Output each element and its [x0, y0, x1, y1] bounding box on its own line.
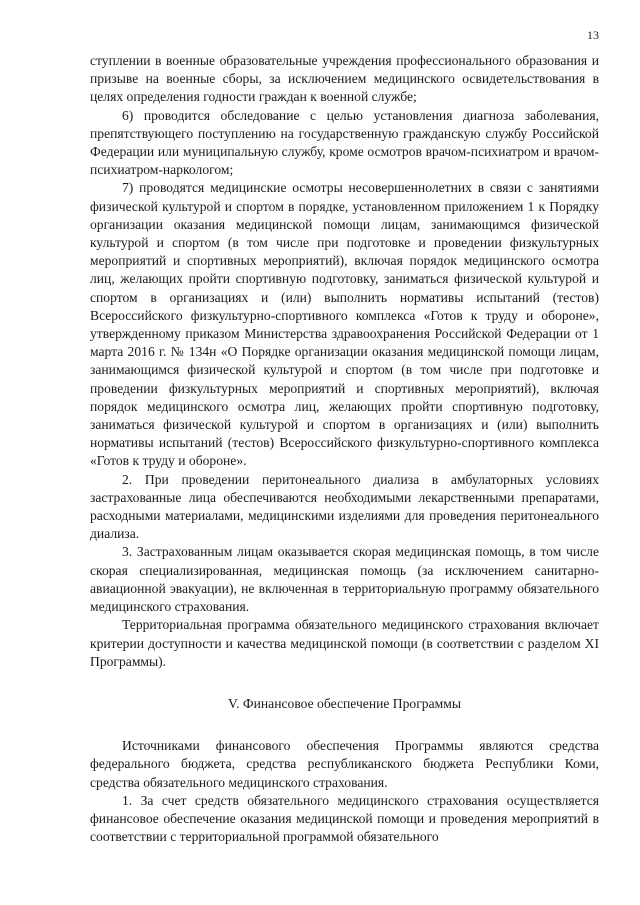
- paragraph-clause-3: 3. Застрахованным лицам оказывается скорая медицинская помощь, в том числе скорая специализированная, медицинская помощь (за исключением санитарно-авиационной эвакуации), не включенная в территориальную программу обязательного медицинского страхования.: [90, 544, 599, 615]
- paragraph-criteria: Территориальная программа обязательного медицинского страхования включает критерии доступности и качества медицинской помощи (в соответствии с разделом XI Программы).: [90, 617, 599, 669]
- paragraph-item-7: 7) проводятся медицинские осмотры несовершеннолетних в связи с занятиями физической культурой и спортом в порядке, установленном приложением 1 к Порядку организации оказания медицинской помощи лицам, занимающимся физической культурой и спортом (в том числе при подготовке и проведении физкультурных мероприятий и спортивных мероприятий), включая порядок медицинского осмотра лиц, желающих пройти спортивную подготовку, заниматься физической культурой и спортом в организациях и (или) выполнить нормативы испытаний (тестов) Всероссийского физкультурно-спортивного комплекса «Готов к труду и обороне», утвержденному приказом Министерства здравоохранения Российской Федерации от 1 марта 2016 г. № 134н «О Порядке организации оказания медицинской помощи лицам, занимающимся физической культурой и спортом (в том числе при подготовке и проведении физкультурных мероприятий и спортивных мероприятий), включая порядок медицинского осмотра лиц, желающих пройти спортивную подготовку, заниматься физической культурой и спортом в организациях и (или) выполнить нормативы испытаний (тестов) Всероссийского физкультурно-спортивного комплекса «Готов к труду и обороне».: [90, 180, 599, 469]
- paragraph-clause-2: 2. При проведении перитонеального диализа в амбулаторных условиях застрахованные лица обеспечиваются необходимыми лекарственными препаратами, расходными материалами, медицинскими изделиями для проведения перитонеального диализа.: [90, 471, 599, 542]
- paragraph-funding-sources: Источниками финансового обеспечения Программы являются средства федерального бюджета, средства республиканского бюджета Республики Коми, средства обязательного медицинского страхования.: [90, 738, 599, 790]
- document-body: [90, 52, 599, 846]
- paragraph-item-6: 6) проводится обследование с целью установления диагноза заболевания, препятствующего поступлению на государственную гражданскую службу Российской Федерации или муниципальную службу, кроме осмотров врачом-психиатром и врачом-психиатром-наркологом;: [90, 107, 599, 178]
- page-number: 13: [587, 28, 599, 42]
- paragraph-clause-1: 1. За счет средств обязательного медицинского страхования осуществляется финансовое обеспечение оказания медицинской помощи и проведения мероприятий в соответствии с территориальной программой обязательного: [90, 792, 599, 845]
- paragraph-continuation: ступлении в военные образовательные учреждения профессионального образования и призыве на военные сборы, за исключением медицинского освидетельствования в целях определения годности граждан к военной службе;: [90, 53, 599, 105]
- section-heading: V. Финансовое обеспечение Программы: [228, 695, 461, 711]
